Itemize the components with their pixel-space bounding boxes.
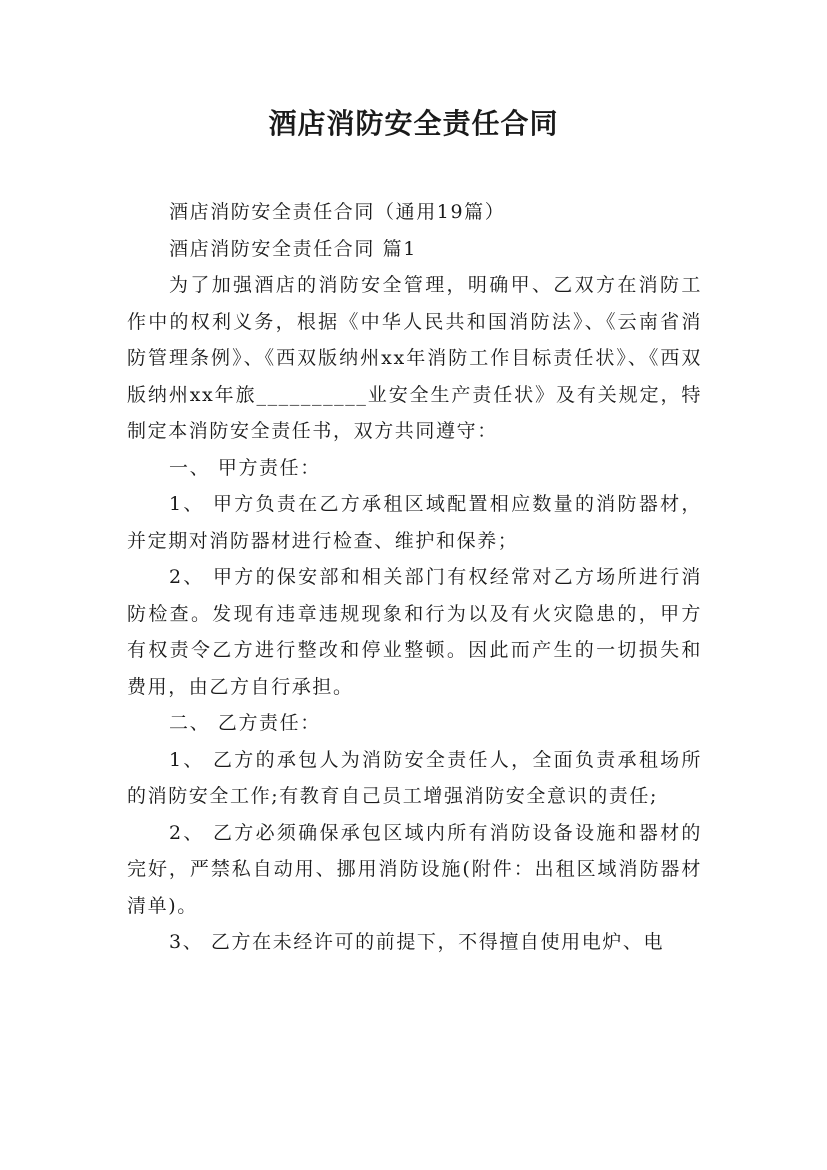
paragraph-party-b-item-1: 1、 乙方的承包人为消防安全责任人，全面负责承租场所的消防安全工作;有教育自己员工增强消防安全意识的责任; bbox=[127, 748, 702, 807]
paragraph-party-b-item-3: 3、 乙方在未经许可的前提下，不得擅自使用电炉、电 bbox=[169, 931, 665, 953]
document-title: 酒店消防安全责任合同 bbox=[268, 107, 559, 140]
paragraph-party-a-item-1: 1、 甲方负责在乙方承租区域配置相应数量的消防器材，并定期对消防器材进行检查、维护和保养； bbox=[127, 493, 702, 552]
section-heading-party-a: 一、 甲方责任： bbox=[169, 456, 321, 479]
paragraph-party-a-item-2: 2、 甲方的保安部和相关部门有权经常对乙方场所进行消防检查。发现有违章违规现象和行为以及有火灾隐患的，甲方有权责令乙方进行整改和停业整顿。因此而产生的一切损失和费用，由乙方自行承担。 bbox=[127, 566, 702, 698]
paragraph-subtitle: 酒店消防安全责任合同（通用19篇） bbox=[169, 201, 506, 223]
section-heading-party-b: 二、 乙方责任： bbox=[169, 712, 321, 734]
paragraph-intro: 为了加强酒店的消防安全管理，明确甲、乙双方在消防工作中的权利义务，根据《中华人民共和国消防法》、《云南省消防管理条例》、《西双版纳州xx年消防工作目标责任状》、《西双版纳州xx年旅__________业安全生产责任状》及有关规定，特制定本消防安全责任书，双方共同遵守： bbox=[127, 274, 702, 442]
paragraph-heading-part-1: 酒店消防安全责任合同 篇1 bbox=[169, 237, 417, 260]
paragraph-party-b-item-2: 2、 乙方必须确保承包区域内所有消防设备设施和器材的完好，严禁私自动用、挪用消防设施(附件：出租区域消防器材清单)。 bbox=[127, 821, 702, 917]
document-body bbox=[127, 194, 702, 961]
